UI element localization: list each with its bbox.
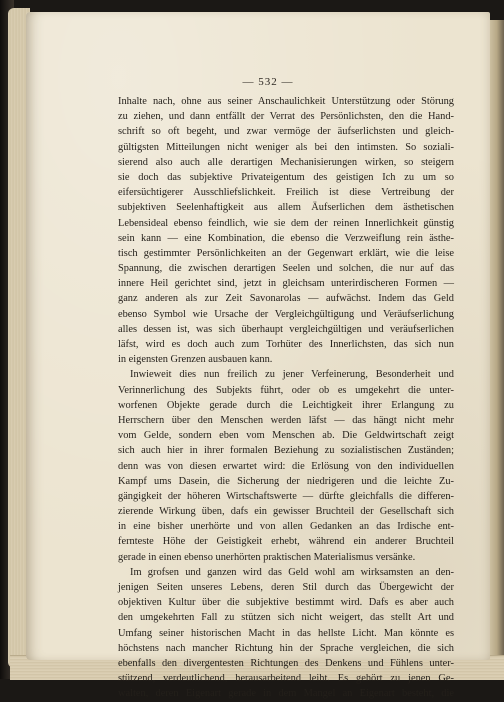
text-line: innere Heil gerichtet sind, jetzt in gleichsam unterirdischeren Formen — xyxy=(118,278,454,290)
text-line: den umgekehrten Fall zu stützen sich nicht weigert, das stellt Art und xyxy=(118,612,454,624)
text-line: zierende Wirkung üben, dafs ein gewisser Bruchteil der Gesellschaft sich xyxy=(118,506,454,518)
text-line: in eigensten Grenzen ausbauen kann. xyxy=(118,354,273,366)
text-line: höchstens nach mancher Richtung hin der Sprache vergleichen, die sich xyxy=(118,642,454,654)
text-line: sie doch das subjektive Privateigentum des geistigen Ich zu um so xyxy=(118,171,454,183)
text-line: gültigsten Mitteilungen nicht weniger als bei den intimsten. So soziali- xyxy=(118,141,454,153)
text-line: Inhalte nach, ohne aus seiner Anschaulichkeit Unterstützung oder Störung xyxy=(118,96,454,107)
text-line: vom Gelde, sondern eben vom Menschen ab. Die Geldwirtschaft zeigt xyxy=(118,430,454,442)
text-line: ebenfalls den divergentesten Richtungen des Denkens und Fühlens unter- xyxy=(118,657,454,669)
text-line: schrift so oft begeht, und zwar vermöge der äufserlichsten und gleich- xyxy=(118,126,454,138)
text-line: Verinnerlichung des Subjekts führt, oder ob es umgekehrt die unter- xyxy=(118,384,454,396)
text-line: Im grofsen und ganzen wird das Geld wohl am wirksamsten an den- xyxy=(130,566,454,578)
text-line: Inwieweit dies nun freilich zu jener Verfeinerung, Besonderheit und xyxy=(130,369,454,381)
text-line: sein kann — eine Kombination, die ebenso die Verzweiflung rein ästhe- xyxy=(118,232,454,244)
text-line: stützend, verdeutlichend, herausarbeitend leiht. Es gehört zu jenen Ge- xyxy=(118,673,454,685)
text-line: alles dessen ist, was sich überhaupt vergleichgültigen und veräufserlichen xyxy=(118,323,454,335)
text-line: sierend also auch alle derartigen Mechanisierungen wirken, so steigern xyxy=(118,156,454,168)
text-line: Umfang seiner historischen Macht in das hellste Licht. Man könnte es xyxy=(118,627,454,639)
text-line: worfenen Objekte gerade durch die Leichtigkeit ihrer Erlangung zu xyxy=(118,399,454,411)
text-line: gerade in einen ebenso unerhörten praktischen Materialismus versänke. xyxy=(118,551,416,563)
text-line: in eine bisher unerhörte und von allen Gedanken an das Irdische ent- xyxy=(118,521,454,533)
text-line: walten, deren Eigenart gerade in dem Mangel an Eigenart besteht, die xyxy=(118,688,454,700)
text-line: tisch gestimmter Persönlichkeiten an der Gegenwart erklärt, wie die leise xyxy=(118,247,454,259)
text-line: jenigen Seiten unseres Lebens, deren Stil durch das Übergewicht der xyxy=(118,582,454,593)
text-line: ebenso Symbol wie Ursache der Vergleichgültigung und Veräufserlichung xyxy=(118,308,454,320)
text-line: Lebensideal ebenso feindlich, wie sie dem der reinen Innerlichkeit günstig xyxy=(118,217,454,229)
text-line: subjektiven Seelenhaftigkeit aus allem Äufserlichen dem ästhetischen xyxy=(118,202,454,214)
body-text xyxy=(118,94,454,702)
text-line: fernteste Höhe der Geistigkeit erhebt, während ein anderer Bruchteil xyxy=(118,536,454,548)
text-line: Herrschern über den Menschen werden läfst — das hängt nicht mehr xyxy=(118,414,454,426)
text-line: eifersüchtigerer Ausschliefslichkeit. Freilich ist diese Vertreibung der xyxy=(118,187,454,199)
text-line: sich auch hier in ihrer formalen Beziehung zu sozialistischen Zuständen; xyxy=(118,445,454,457)
text-line: Kampf ums Dasein, die Sicherung der niedrigeren und die leichte Zu- xyxy=(118,475,454,487)
text-line: gängigkeit der höheren Wirtschaftswerte — dürfte gleichfalls die differen- xyxy=(118,490,454,502)
page-number: — 532 — xyxy=(242,76,294,88)
text-line: Spannung, die zwischen derartigen Seelen und solchen, die nur auf das xyxy=(118,263,454,275)
text-line: denn was von diesen erwartet wird: die Erlösung von den individuellen xyxy=(118,460,454,472)
text-line: objektiven Kultur über die subjektive bestimmt wird. Dafs es aber auch xyxy=(118,597,454,609)
text-line: läfst, wird es doch auch zum Torhüter des Innerlichsten, das sich nun xyxy=(118,339,454,350)
text-line: zu ziehen, und dann entfällt der Verrat des Persönlichsten, den die Hand- xyxy=(118,111,454,123)
text-line: ganz anderen als zur Zeit Savonarolas — aufwächst. Indem das Geld xyxy=(118,293,454,305)
